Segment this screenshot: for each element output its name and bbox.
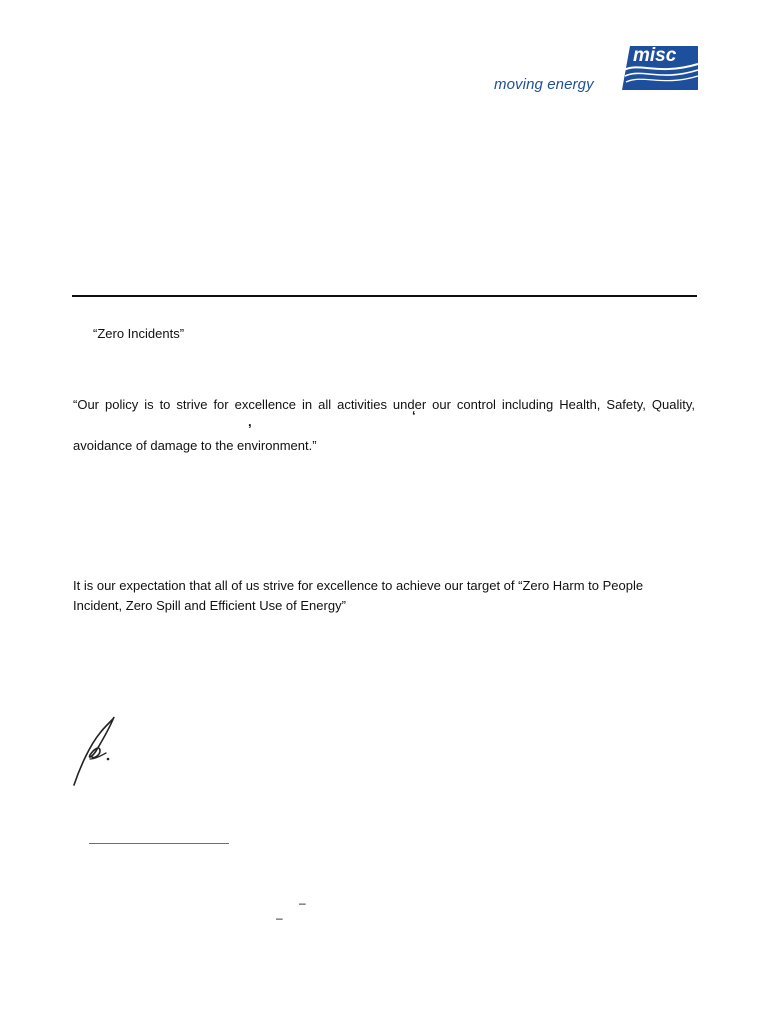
tagline: moving energy: [494, 76, 594, 93]
divider-rule: [72, 295, 697, 297]
expectation-paragraph: It is our expectation that all of us strive for excellence to achieve our target of “Zero Harm to People Incident, Zero Spill and Efficient Use of Energy”: [73, 578, 644, 613]
dash-mark-2: –: [276, 911, 283, 925]
policy-quote-mark: ‘: [412, 408, 416, 423]
dash-mark-1: –: [299, 896, 306, 910]
signature-icon: [70, 715, 122, 787]
signature: [70, 715, 122, 787]
policy-line-3: avoidance of damage to the environment.”: [73, 438, 317, 453]
zero-incidents-text: “Zero Incidents”: [93, 326, 185, 341]
link-underline[interactable]: [89, 843, 229, 844]
policy-comma-mark: ,: [248, 414, 252, 429]
logo-wordmark: misc: [633, 45, 677, 66]
policy-line-1: “Our policy is to strive for excellence in all activities under our control including Health, Safety, Quality,: [73, 397, 695, 412]
